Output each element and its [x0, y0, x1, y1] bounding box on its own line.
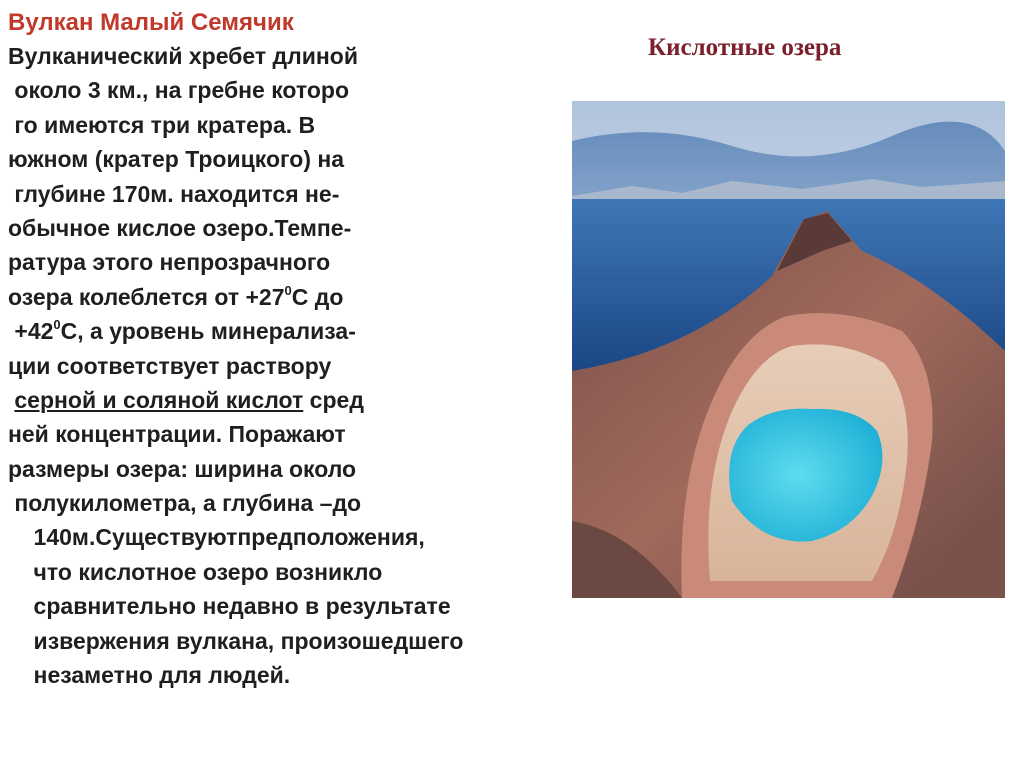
text-line-4: южном (кратер Троицкого) на	[8, 146, 345, 173]
body-text	[8, 39, 463, 692]
text-line-16: что кислотное озеро возникло	[8, 558, 383, 585]
degree-superscript-1: 0	[284, 283, 292, 299]
text-line-9-tail: С, а уровень минерализа-	[60, 318, 356, 345]
text-line-12: ней концентрации. Поражают	[8, 421, 346, 448]
text-line-14: полукилометра, а глубина –до	[8, 490, 362, 517]
text-line-15: 140м.Существуютпредположения,	[8, 524, 425, 551]
text-line-17: сравнительно недавно в результате	[8, 593, 451, 620]
text-line-1: Вулканический хребет длиной	[8, 43, 358, 69]
text-line-13: размеры озера: ширина около	[8, 455, 357, 482]
text-line-19: незаметно для людей.	[8, 662, 291, 689]
text-line-5: глубине 170м. находится не-	[8, 180, 340, 207]
text-line-6: обычное кислое озеро.Темпе-	[8, 214, 352, 241]
text-line-8	[8, 280, 463, 314]
text-line-3: го имеются три кратера. В	[8, 111, 316, 138]
text-line-9	[8, 314, 463, 348]
text-line-11	[8, 383, 463, 417]
text-line-7: ратура этого непрозрачного	[8, 249, 331, 276]
side-title: Кислотные озера	[648, 34, 842, 61]
text-line-8-main: озера колеблется от +27	[8, 283, 285, 310]
text-line-8-tail: С до	[291, 283, 344, 310]
underlined-acids-phrase: серной и соляной кислот	[14, 386, 304, 413]
crater-lake-photo	[572, 101, 1005, 598]
text-line-9-pre: +42	[8, 318, 54, 345]
text-line-11-tail: сред	[303, 386, 364, 413]
text-line-18: извержения вулкана, произошедшего	[8, 627, 464, 654]
degree-superscript-2: 0	[53, 317, 61, 333]
slide-heading: Вулкан Малый Семячик	[8, 9, 294, 36]
text-line-2: около 3 км., на гребне которо	[8, 77, 350, 104]
text-line-10: ции соответствует раствору	[8, 352, 332, 379]
crater-lake-illustration	[572, 101, 1005, 598]
